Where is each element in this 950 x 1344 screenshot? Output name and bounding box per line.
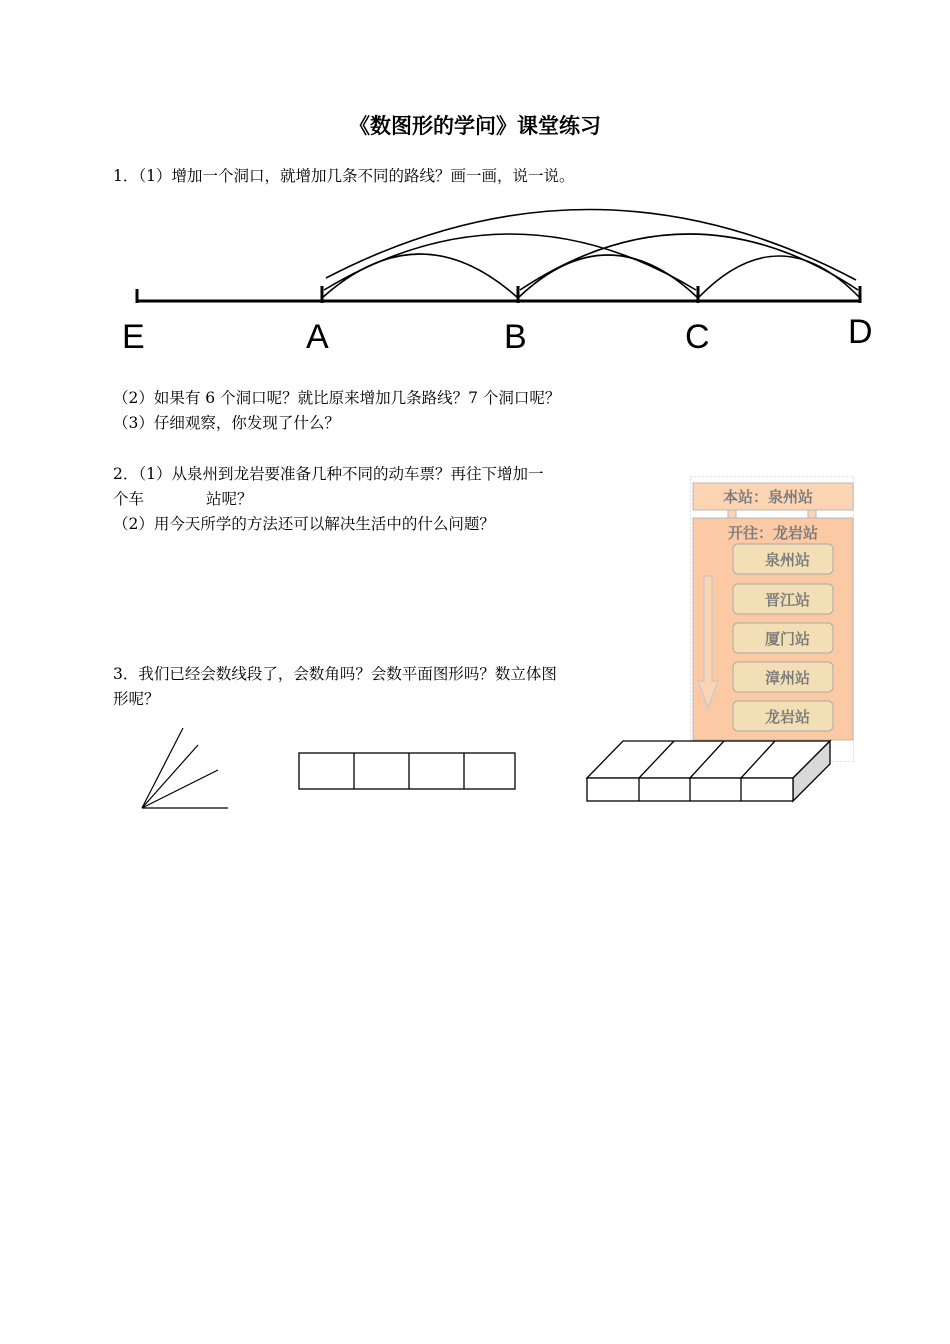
sign-post-right bbox=[808, 510, 816, 518]
q1-sub3: （3）仔细观察，你发现了什么？ bbox=[113, 414, 340, 432]
point-label-a: A bbox=[306, 318, 329, 356]
q2-line2: 个车 站呢？ bbox=[113, 490, 253, 508]
rectangle-figure bbox=[298, 752, 518, 792]
q3-line2: 形呢？ bbox=[113, 690, 160, 708]
point-label-b: B bbox=[504, 318, 527, 356]
q2-line1: 2．（1）从泉州到龙岩要准备几种不同的动车票？再往下增加一 bbox=[113, 465, 544, 483]
station-5: 龙岩站 bbox=[765, 708, 811, 726]
angle-figure bbox=[130, 720, 240, 820]
point-label-d: D bbox=[848, 313, 873, 351]
station-4: 漳州站 bbox=[765, 669, 811, 687]
q2-sub2: （2）用今天所学的方法还可以解决生活中的什么问题？ bbox=[113, 515, 495, 533]
station-1: 泉州站 bbox=[765, 551, 811, 569]
cuboid-figure bbox=[584, 737, 834, 807]
arc-a-c bbox=[324, 234, 696, 290]
point-label-e: E bbox=[122, 318, 145, 356]
sign-post-left bbox=[728, 510, 736, 518]
arc-b-d bbox=[520, 234, 858, 290]
q1-sub2: （2）如果有 6 个洞口呢？就比原来增加几条路线？7 个洞口呢？ bbox=[113, 389, 561, 407]
point-label-c: C bbox=[685, 318, 710, 356]
station-2: 晋江站 bbox=[765, 591, 811, 609]
q1-line1: 1．（1）增加一个洞口，就增加几条不同的路线？画一画，说一说。 bbox=[113, 167, 575, 185]
sign-header: 本站：泉州站 bbox=[723, 488, 814, 506]
sign-direction: 开往：龙岩站 bbox=[728, 524, 819, 542]
station-3: 厦门站 bbox=[765, 630, 811, 648]
page-title: 《数图形的学问》课堂练习 bbox=[349, 114, 601, 138]
arc-a-b bbox=[322, 254, 518, 298]
station-sign bbox=[690, 476, 856, 766]
q3-line1: 3．我们已经会数线段了，会数角吗？会数平面图形吗？数立体图 bbox=[113, 665, 557, 683]
segment-diagram bbox=[0, 200, 950, 310]
